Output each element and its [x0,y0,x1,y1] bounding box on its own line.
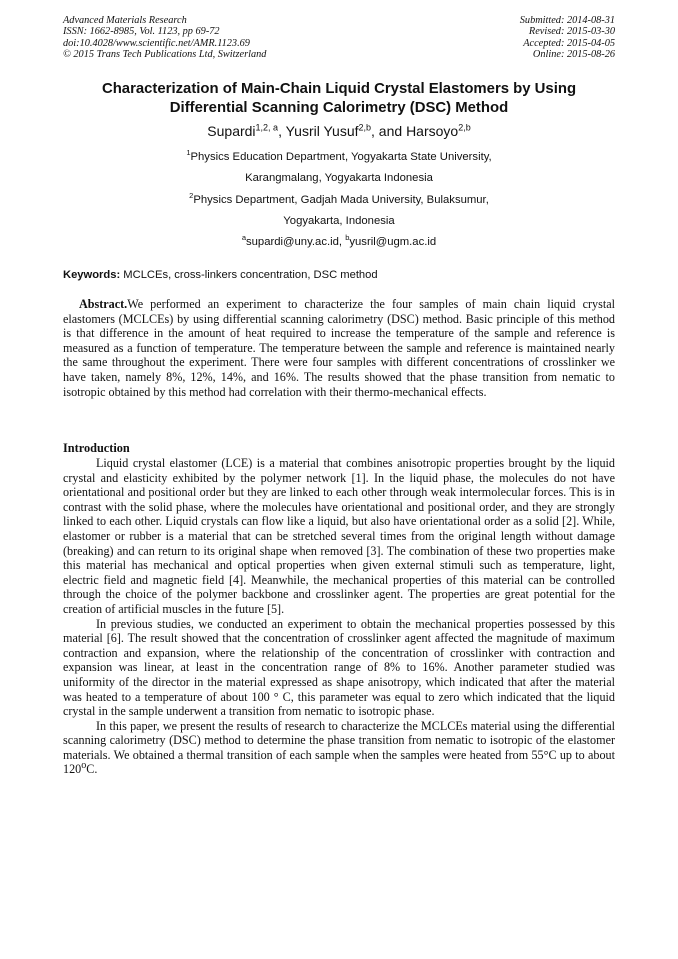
abstract [63,297,615,399]
date-submitted: Submitted: 2014-08-31 [519,15,615,26]
affiliation-2-line-2: Yogyakarta, Indonesia [283,214,395,227]
paragraph: Liquid crystal elastomer (LCE) is a material that combines anisotropic properties brought by the liquid crystal and elasticity exhibited by the polymer network [1]. In the liquid phase, the molecules do not have orientational and positional order but they are linked to each other through weak intermolecular forces. This is in contrast with the solid phase, where the molecules have orientational and positional order, and they are strongly linked to each other. Liquid crystals can flow like a liquid, but also have orientational order as a solid [2]. While, elastomer or rubber is a material that can be stretched several times from the original length without damage (breaking) and can return to its original shape when removed [3]. The combination of these two properties make this material has mechanical and optical properties when given external stimuli such as temperature, light, electric field and magnetic field [4]. Meanwhile, the mechanical properties of this material can be controlled through the choice of the polymer backbone and crosslinker agent. The properties are great potential for the creation of artificial muscles in the future [5]. [63,456,615,616]
keywords-label: Keywords: [63,269,121,281]
journal-issn: ISSN: 1662-8985, Vol. 1123, pp 69-72 [63,26,220,38]
author-emails [63,232,615,253]
paragraph-text: In this paper, we present the results of research to characterize the MCLCEs material using the differential scanning calorimetry (DSC) method to determine the phase transition from nematic to isotropic of the elastomer materials. We obtained a thermal transition of each sample when the samples were heated from 55°C up to about 120 [63,718,615,777]
author-name: Yusril Yusuf [285,123,359,139]
date-revised: Revised: 2015-03-30 [528,26,615,38]
section-heading: Introduction [63,441,130,455]
author-name: Supardi [207,123,256,139]
paragraph: In previous studies, we conducted an experiment to obtain the mechanical properties possessed by this material [6]. The result showed that the concentration of crosslinker agent affected the magnitude of maximum contraction and expansion, where the relationship of the concentration of crosslinker with contraction and expansion was linear, at least in the concentration range of 8% to 16%. Another parameter studied was uniformity of the director in the material expressed as shape anisotropy, which indicated that after the material was heated to a temperature of about 100 ° C, this parameter was equal to zero which indicated that the liquid crystal in the sample underwent a transition from nematic to isotropic phase. [63,616,615,719]
introduction-body [63,456,615,777]
affiliation-mark: 2 [189,190,194,200]
email-mark: b [345,233,350,243]
author-separator: , [278,123,286,139]
date-online: Online: 2015-08-26 [532,48,615,60]
keywords-text: MCLCEs, cross-linkers concentration, DSC method [120,269,378,281]
paragraph-text-end: C. [86,762,98,777]
paragraph [63,719,615,777]
date-accepted: Accepted: 2015-04-05 [523,37,615,49]
paper-title [63,80,615,118]
author-separator: , and [371,123,407,139]
journal-name: Advanced Materials Research [63,15,187,26]
affiliation-1-line-1 [63,147,615,168]
author-affiliation-mark: 2,b [458,122,471,133]
journal-header-left [63,15,266,60]
email-link[interactable]: supardi@uny.ac.id, [246,236,346,249]
title-line: Characterization of Main-Chain Liquid Crystal Elastomers by Using [101,81,577,97]
abstract-label: Abstract. [79,297,128,311]
journal-header-right [520,15,615,60]
author-name: Harsoyo [406,123,459,139]
author-list [63,121,615,141]
affiliation-text: Physics Department, Gadjah Mada University, Bulaksumur, [193,193,489,206]
affiliation-mark: 1 [186,148,191,158]
email-mark: a [241,233,246,243]
affiliation-2-line-1 [63,190,615,211]
keywords [63,267,615,283]
journal-doi: doi:10.4028/www.scientific.net/AMR.1123.69 [63,37,250,49]
email-link[interactable]: yusril@ugm.ac.id [349,236,437,249]
affiliations [63,147,615,253]
affiliation-text: Physics Education Department, Yogyakarta State University, [190,151,492,163]
title-line: Differential Scanning Calorimetry (DSC) Method [169,100,509,116]
abstract-text: We performed an experiment to characterize the four samples of main chain liquid crystal elastomers (MCLCEs) by using differential scanning calorimetry (DSC) method. Basic principle of this method is that difference in the amount of heat required to increase the temperature of the sample and reference is measured as a function of temperature. The temperature between the sample and reference is maintained nearly the same throughout the experiment. There were four samples with different concentrations of crosslinker we have taken, namely 8%, 12%, 14%, and 16%. The results showed that the phase transition from nematic to isotropic obtained by this method had correlation with their thermo-mechanical effects. [63,297,615,399]
author-affiliation-mark: 1,2, a [255,122,279,133]
affiliation-1-line-2: Karangmalang, Yogyakarta Indonesia [245,172,433,185]
degree-mark: o [81,760,87,772]
journal-copyright: © 2015 Trans Tech Publications Ltd, Switzerland [63,48,267,60]
author-affiliation-mark: 2,b [358,122,372,133]
